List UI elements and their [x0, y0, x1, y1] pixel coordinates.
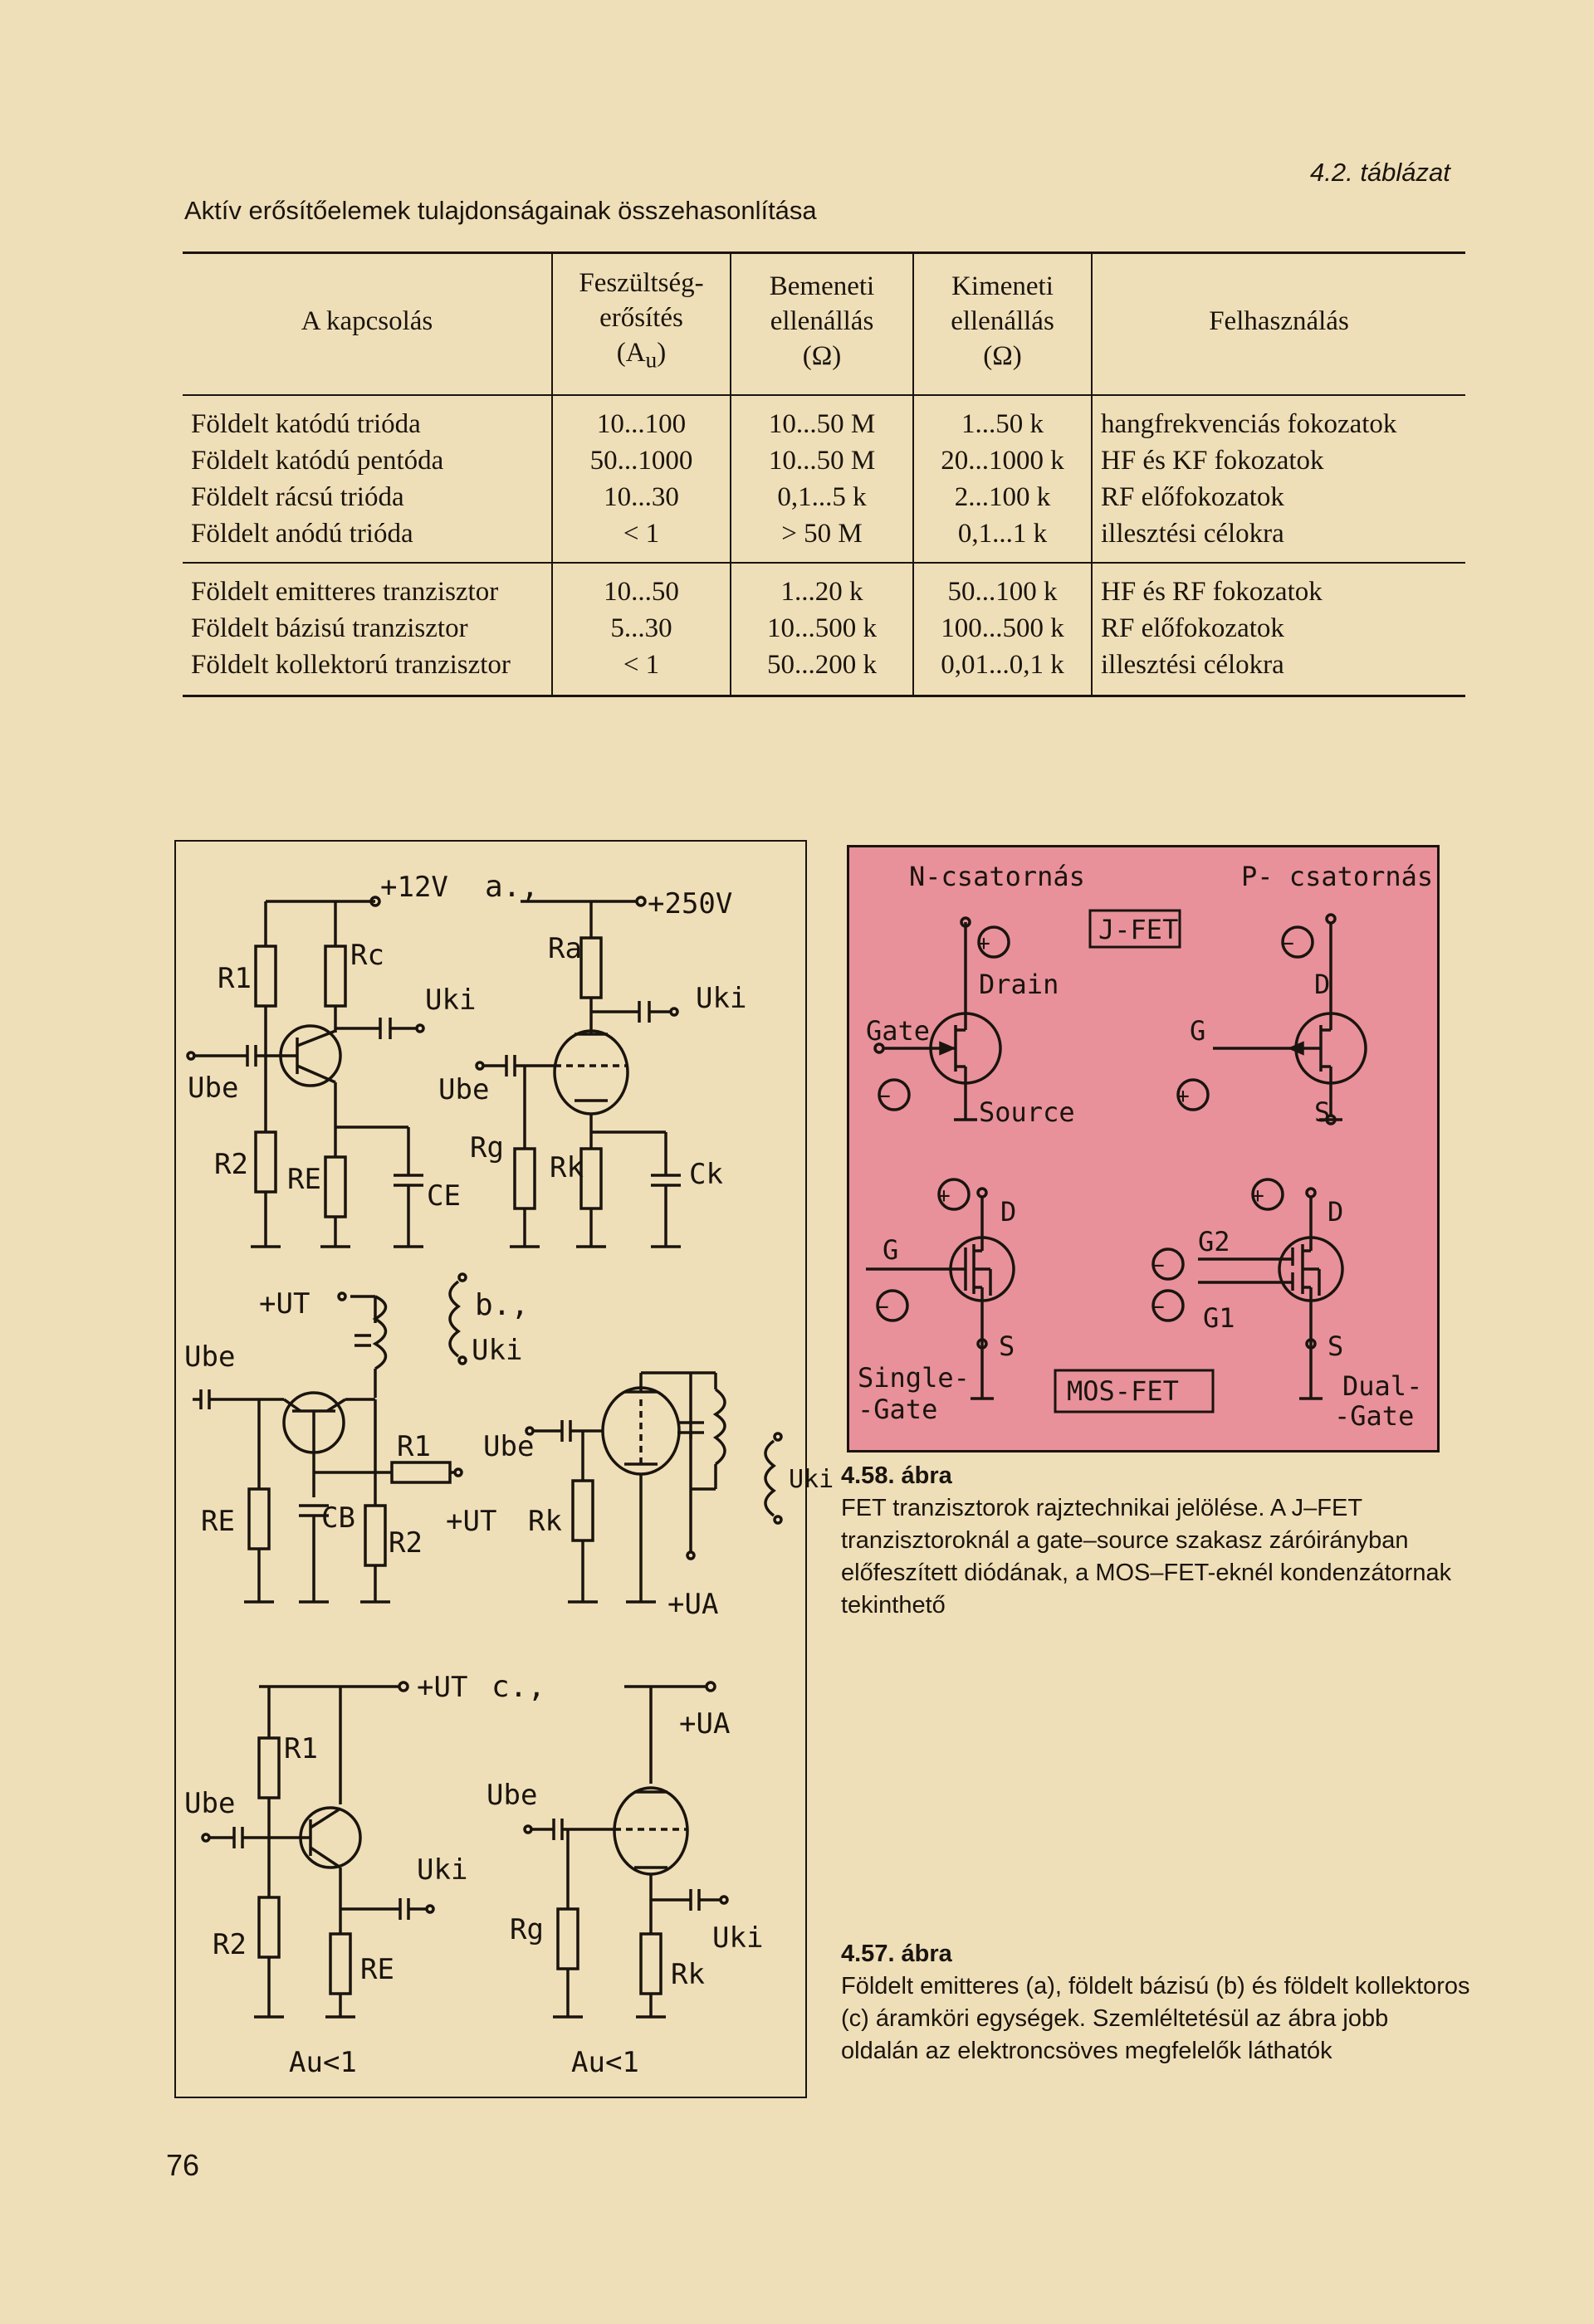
plus-sign: +: [1251, 1184, 1264, 1208]
label-dual-2: -Gate: [1334, 1400, 1415, 1432]
label-rk-b: Rk: [528, 1505, 562, 1538]
minus-sign: −: [1151, 1295, 1165, 1320]
minus-sign: −: [1151, 1253, 1165, 1278]
table-row: [183, 515, 1465, 563]
comparison-table: [183, 251, 1465, 697]
label-g-single: G: [883, 1234, 899, 1266]
plus-sign: +: [1176, 1084, 1190, 1109]
cell: 0,01...0,1 k: [913, 647, 1092, 696]
cell: Földelt anódú trióda: [191, 518, 413, 549]
figure-457-caption: [841, 1938, 1472, 2068]
table-row: [183, 647, 1465, 696]
label-c: c.,: [491, 1670, 546, 1704]
cell: illesztési célokra: [1092, 515, 1465, 563]
label-ra: Ra: [548, 932, 582, 965]
figure-458-fet-symbols: [847, 845, 1440, 1452]
label-ut-b2: +UT: [446, 1505, 497, 1538]
label-ube-c2: Ube: [487, 1779, 538, 1812]
label-g-p: G: [1190, 1015, 1206, 1047]
table-number: 4.2. táblázat: [1310, 158, 1450, 187]
label-drain: Drain: [979, 969, 1059, 1000]
table-caption: Aktív erősítőelemek tulajdonságainak összehasonlítása: [184, 196, 817, 225]
figure-457-text: Földelt emitteres (a), földelt bázisú (b) és földelt kollektoros (c) áramköri egységek. Szemléltetésül az ábra jobb oldalán az elektroncsöves megfelelők láthatók: [841, 1973, 1470, 2064]
table-row: [183, 610, 1465, 647]
label-rk-c: Rk: [671, 1958, 705, 1991]
label-dual-1: Dual-: [1342, 1370, 1423, 1402]
label-uki-a1: Uki: [425, 984, 477, 1017]
label-ut-b1: +UT: [259, 1287, 310, 1321]
cell: 10...500 k: [731, 610, 913, 647]
label-single-2: -Gate: [858, 1394, 938, 1425]
cell: 100...500 k: [913, 610, 1092, 647]
figure-457-title: 4.57. ábra: [841, 1941, 952, 1967]
header-gain: Feszültség- erősítés $(A_u)$: [552, 253, 731, 395]
figure-458-text: FET tranzisztorok rajztechnikai jelölése. A J–FET tranzisztoroknál a gate–source szakasz záróirányban előfeszített diódának, a MOS–FET-eknél kondenzátornak tekinthető: [841, 1495, 1452, 1618]
cell: RF előfokozatok: [1092, 610, 1465, 647]
cell: < 1: [552, 647, 731, 696]
plus-sign: +: [977, 931, 990, 956]
header-usage: Felhasználás: [1092, 253, 1465, 395]
label-au-c1: Au<1: [289, 2046, 357, 2079]
circuit-c-transistor: [203, 1682, 433, 2017]
label-r2-c: R2: [213, 1928, 247, 1961]
label-uki-c1: Uki: [417, 1853, 468, 1887]
label-r2-b: R2: [389, 1526, 423, 1560]
label-r1-a: R1: [218, 962, 252, 995]
label-ube-b2: Ube: [483, 1430, 535, 1463]
fet-symbols: [849, 847, 1437, 1450]
label-ube-a1: Ube: [188, 1072, 239, 1105]
label-r1-b: R1: [397, 1430, 431, 1463]
cell: HF és KF fokozatok: [1092, 442, 1465, 479]
cell: Földelt emitteres tranzisztor: [191, 576, 499, 607]
table-row: [183, 563, 1465, 610]
label-uki-b1: Uki: [472, 1334, 523, 1367]
page-number: 76: [166, 2148, 200, 2182]
label-mosfet: MOS-FET: [1067, 1375, 1179, 1407]
label-g2: G2: [1198, 1226, 1230, 1257]
label-single-1: Single-: [858, 1362, 970, 1394]
label-au-c2: Au<1: [571, 2046, 639, 2079]
label-d-dual: D: [1328, 1196, 1344, 1228]
header-output-resistance: Kimeneti ellenállás (Ω): [913, 253, 1092, 395]
label-r1-c: R1: [284, 1732, 318, 1765]
header-connection: A kapcsolás: [301, 306, 433, 337]
cell: < 1: [552, 515, 731, 563]
minus-sign: −: [876, 1295, 889, 1320]
label-a: a.,: [485, 870, 540, 904]
cell: 50...100 k: [913, 563, 1092, 610]
plus-sign: +: [937, 1184, 951, 1208]
cell: Földelt kollektorú tranzisztor: [191, 649, 511, 680]
label-250v: +250V: [648, 887, 733, 920]
label-ube-b1: Ube: [184, 1340, 236, 1374]
label-ube-a2: Ube: [438, 1073, 490, 1106]
minus-sign: −: [878, 1084, 891, 1109]
cell: Földelt katódú trióda: [191, 408, 421, 439]
cell: 10...50 M: [731, 395, 913, 442]
label-s-single: S: [999, 1330, 1015, 1362]
label-rk-a: Rk: [550, 1151, 584, 1184]
label-gate: Gate: [866, 1015, 931, 1047]
label-re-b: RE: [201, 1505, 235, 1538]
cell: 10...30: [552, 479, 731, 515]
label-cb: CB: [321, 1501, 355, 1535]
label-re-a: RE: [287, 1163, 321, 1196]
table-row: [183, 479, 1465, 515]
cell: 1...50 k: [913, 395, 1092, 442]
circuit-b-tube: [526, 1373, 781, 1602]
cell: > 50 M: [731, 515, 913, 563]
transistor-rows: [183, 563, 1465, 696]
cell: 2...100 k: [913, 479, 1092, 515]
cell: illesztési célokra: [1092, 647, 1465, 696]
label-uki-a2: Uki: [696, 982, 747, 1015]
circuit-diagrams: [176, 842, 834, 2097]
table-header-row: [183, 253, 1465, 395]
cell: 50...200 k: [731, 647, 913, 696]
label-d-single: D: [1000, 1196, 1017, 1228]
cell: HF és RF fokozatok: [1092, 563, 1465, 610]
cell: 5...30: [552, 610, 731, 647]
header-input-resistance: Bemeneti ellenállás (Ω): [731, 253, 913, 395]
label-d-p: D: [1314, 969, 1331, 1000]
cell: hangfrekvenciás fokozatok: [1092, 395, 1465, 442]
label-ut-c: +UT: [417, 1671, 468, 1704]
label-n-channel: N-csatornás: [909, 861, 1085, 892]
table-row: [183, 442, 1465, 479]
cell: 50...1000: [552, 442, 731, 479]
label-uki-b2: Uki: [789, 1465, 834, 1494]
table-row: [183, 395, 1465, 442]
label-g1: G1: [1203, 1302, 1235, 1334]
cell: 0,1...1 k: [913, 515, 1092, 563]
figure-457-circuits: [174, 840, 834, 2098]
label-uki-c2: Uki: [712, 1921, 764, 1955]
label-ube-c1: Ube: [184, 1787, 236, 1820]
mosfet-dual-gate-symbol: [1198, 1189, 1342, 1399]
cell: 0,1...5 k: [731, 479, 913, 515]
label-source: Source: [979, 1096, 1075, 1128]
label-ce: CE: [427, 1179, 461, 1213]
figure-458-title: 4.58. ábra: [841, 1462, 952, 1489]
label-s-dual: S: [1328, 1330, 1344, 1362]
polarity-markers: [878, 927, 1313, 1321]
label-ck: Ck: [689, 1158, 723, 1191]
label-ua-c: +UA: [679, 1707, 731, 1741]
label-re-c: RE: [360, 1953, 394, 1986]
cell: Földelt rácsú trióda: [191, 481, 404, 512]
tube-rows: [183, 395, 1465, 563]
label-p-channel: P- csatornás: [1241, 861, 1434, 892]
label-12v: +12V: [380, 871, 448, 904]
label-r2-a: R2: [214, 1148, 248, 1181]
label-jfet: J-FET: [1098, 914, 1179, 945]
label-ua-b: +UA: [667, 1588, 719, 1621]
label-rg-c: Rg: [510, 1913, 544, 1946]
label-s-p: S: [1314, 1096, 1331, 1128]
figure-458-caption: [841, 1460, 1472, 1622]
label-rg-a: Rg: [470, 1131, 504, 1164]
cell: Földelt bázisú tranzisztor: [191, 613, 468, 643]
cell: RF előfokozatok: [1092, 479, 1465, 515]
cell: Földelt katódú pentóda: [191, 445, 444, 476]
cell: 1...20 k: [731, 563, 913, 610]
label-b: b.,: [475, 1288, 530, 1322]
cell: 20...1000 k: [913, 442, 1092, 479]
label-rc: Rc: [350, 939, 384, 972]
cell: 10...50 M: [731, 442, 913, 479]
minus-sign: −: [1281, 931, 1294, 956]
cell: 10...50: [552, 563, 731, 610]
cell: 10...100: [552, 395, 731, 442]
